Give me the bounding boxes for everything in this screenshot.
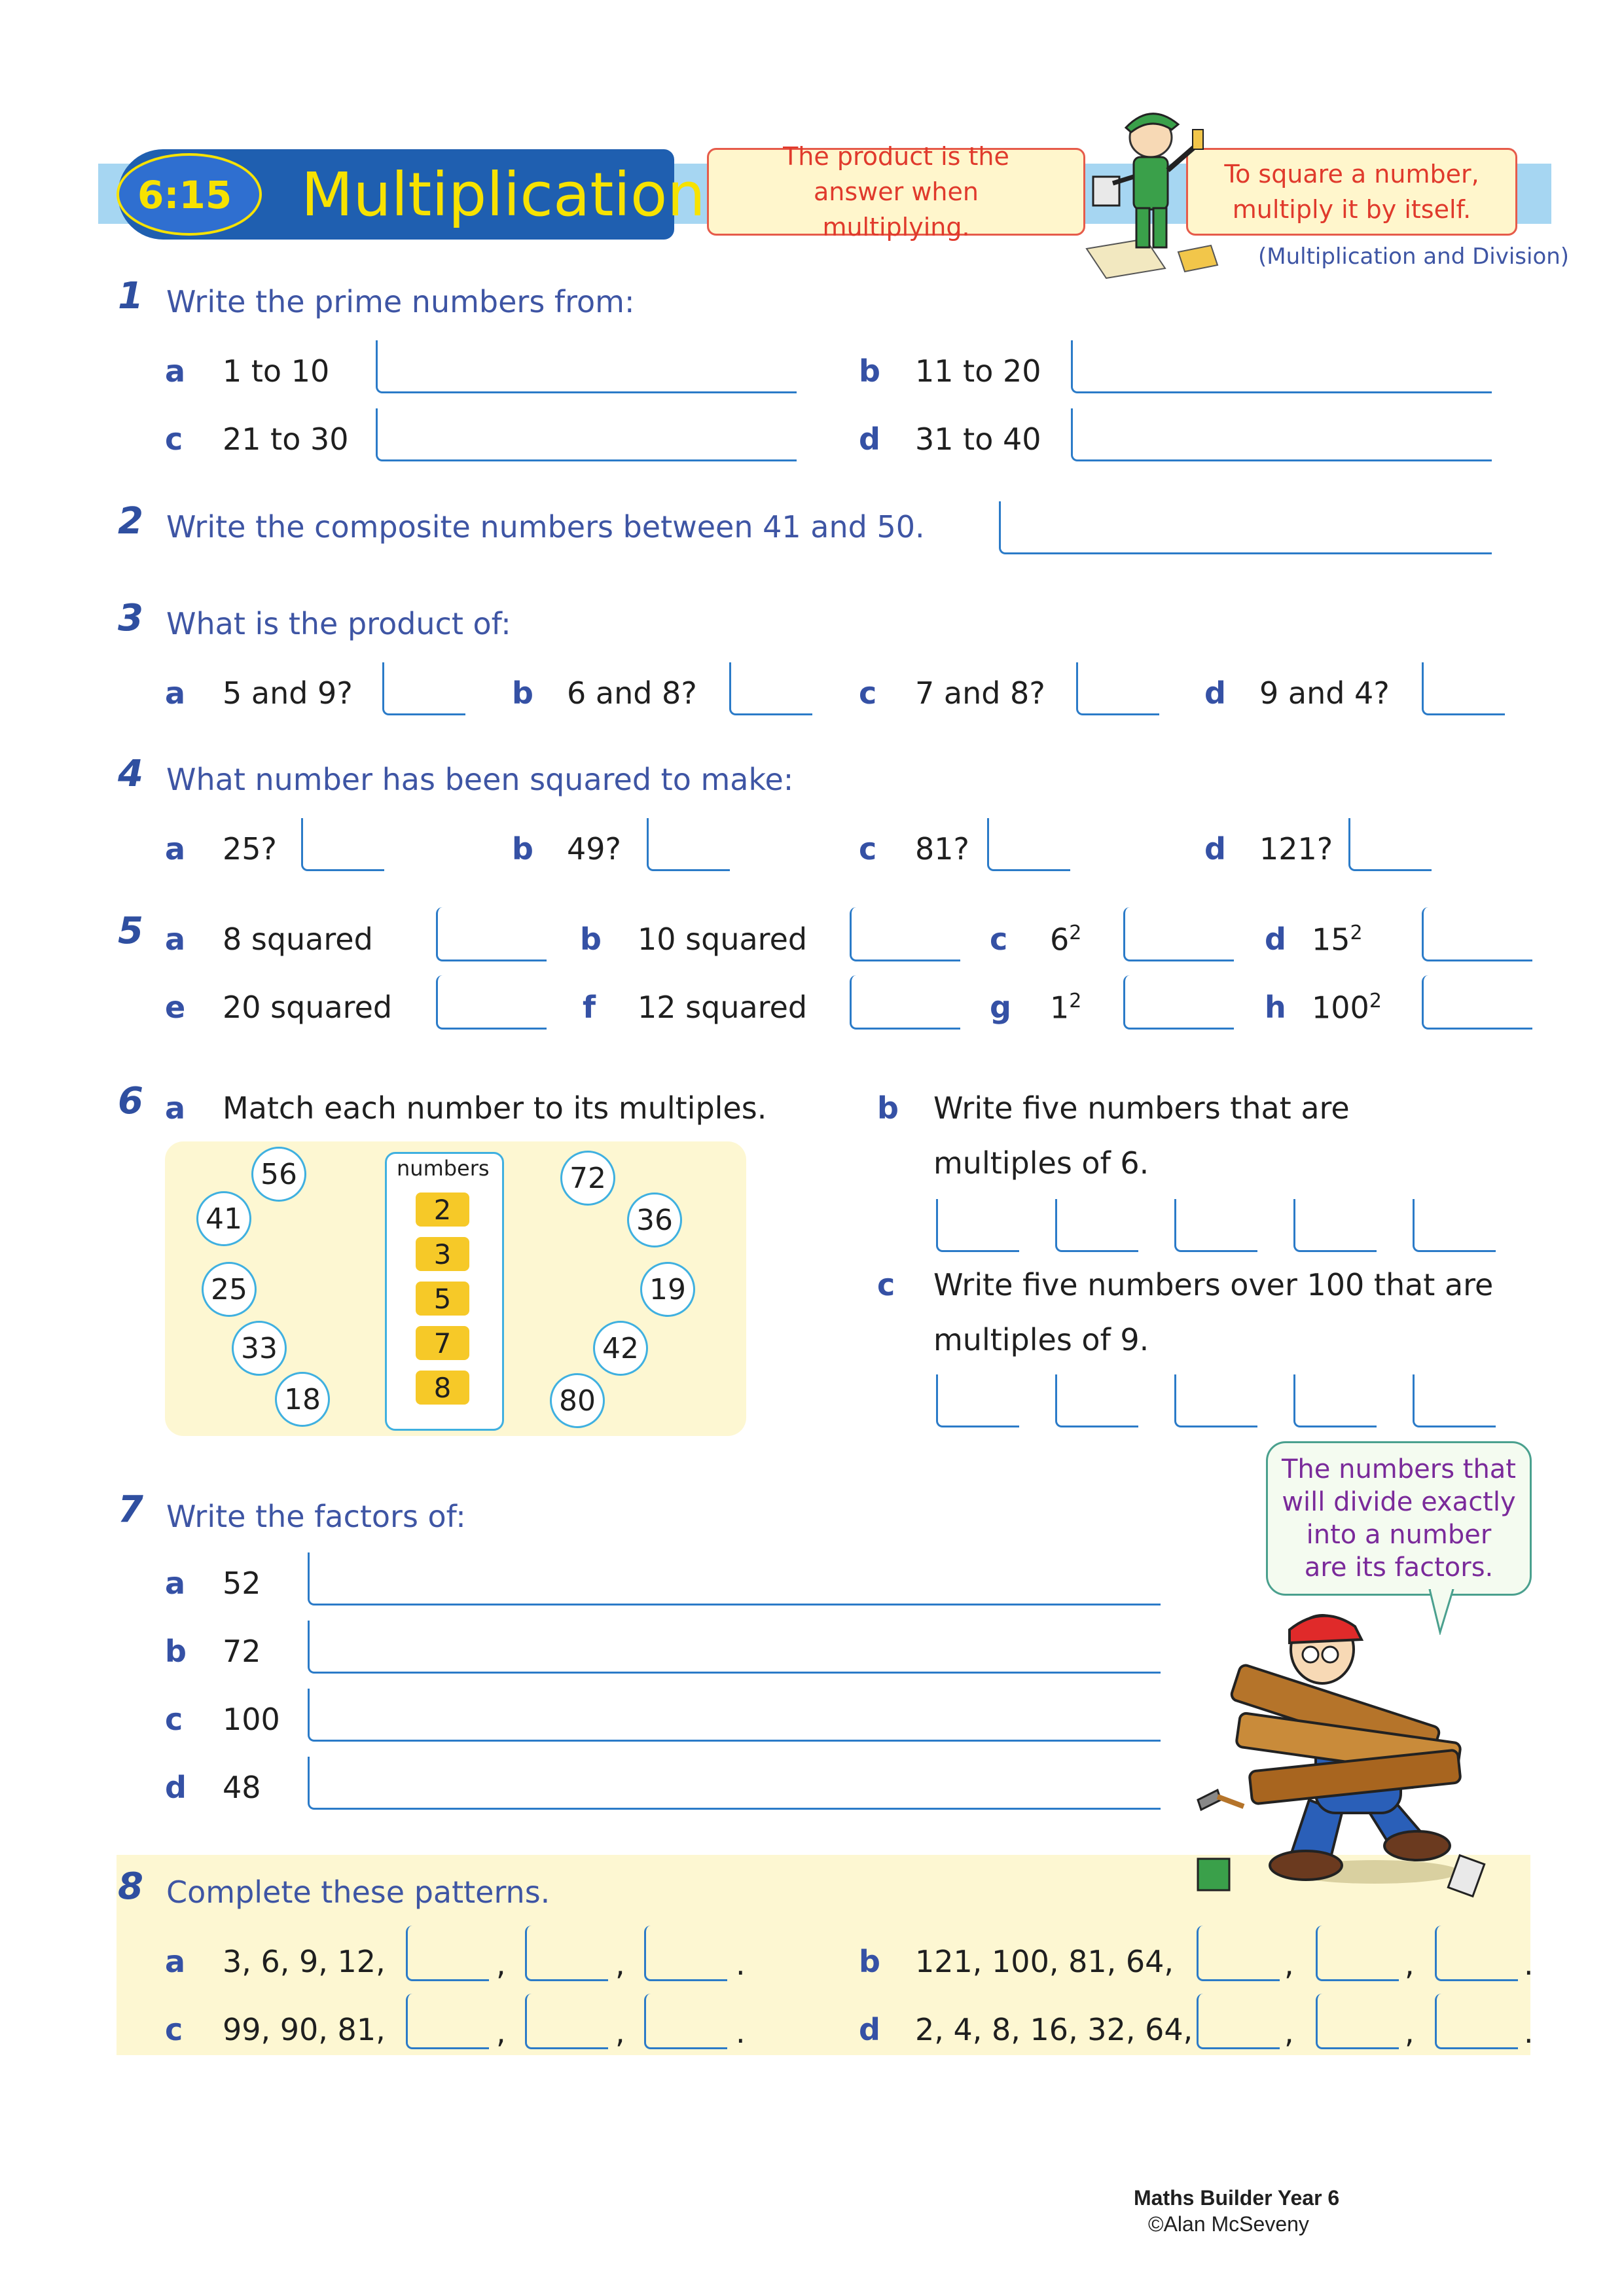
q4d-text: 121? bbox=[1259, 831, 1333, 867]
q3c-label: c bbox=[859, 675, 877, 711]
q4d-label: d bbox=[1204, 831, 1226, 867]
q5b-label: b bbox=[580, 922, 602, 957]
q8d-sep-1: , bbox=[1284, 2015, 1294, 2050]
q4d-answer-box[interactable] bbox=[1348, 818, 1432, 871]
q5c-base-value: 6 bbox=[1050, 922, 1070, 958]
q6b-label: b bbox=[877, 1090, 899, 1126]
q1c-label: c bbox=[165, 422, 183, 457]
q1a-text: 1 to 10 bbox=[223, 353, 330, 389]
q6c-box-2[interactable] bbox=[1055, 1374, 1138, 1427]
q8d-end: . bbox=[1524, 2015, 1534, 2050]
q1c-text: 21 to 30 bbox=[223, 422, 349, 457]
note-square-text: To square a number, multiply it by itself. bbox=[1224, 160, 1479, 224]
q8a-end: . bbox=[736, 1946, 746, 1982]
footer-copyright: ©Alan McSeveny bbox=[1148, 2212, 1309, 2236]
q5d-base-value: 15 bbox=[1312, 922, 1350, 958]
q1-number: 1 bbox=[118, 275, 143, 317]
q6b-box-5[interactable] bbox=[1413, 1199, 1496, 1252]
q8b-label: b bbox=[859, 1944, 880, 1979]
q7-prompt: Write the factors of: bbox=[166, 1499, 466, 1534]
q5e-text: 20 squared bbox=[223, 990, 393, 1025]
q8d-sep-2: , bbox=[1405, 2015, 1415, 2050]
q5c-exponent: 2 bbox=[1069, 922, 1082, 944]
circle-25[interactable]: 25 bbox=[202, 1262, 257, 1317]
q5d-base bbox=[1312, 922, 1363, 957]
note-product bbox=[707, 142, 1085, 242]
q8b-box-1[interactable] bbox=[1197, 1926, 1280, 1981]
q7c-label: c bbox=[165, 1702, 183, 1737]
q8d-box-2[interactable] bbox=[1316, 1994, 1399, 2049]
q8-prompt: Complete these patterns. bbox=[166, 1874, 550, 1910]
q3c-answer-box[interactable] bbox=[1076, 662, 1159, 715]
q5h-exponent: 2 bbox=[1369, 990, 1382, 1013]
number-8: 8 bbox=[416, 1371, 469, 1405]
q8a-label: a bbox=[165, 1944, 186, 1979]
q8a-box-2[interactable] bbox=[525, 1926, 608, 1981]
q8-number: 8 bbox=[118, 1865, 143, 1908]
q3d-label: d bbox=[1204, 675, 1226, 711]
q7a-label: a bbox=[165, 1566, 186, 1601]
q5a-answer-box[interactable] bbox=[436, 907, 547, 961]
circle-33[interactable]: 33 bbox=[232, 1321, 287, 1376]
q3a-text: 5 and 9? bbox=[223, 675, 353, 711]
carpenter-illustration bbox=[1159, 1604, 1538, 1905]
q1c-answer-box[interactable] bbox=[376, 408, 797, 461]
factors-speech-bubble bbox=[1266, 1441, 1532, 1596]
q7a-text: 52 bbox=[223, 1566, 261, 1601]
q8a-text: 3, 6, 9, 12, bbox=[223, 1944, 386, 1979]
q8b-sep-1: , bbox=[1284, 1946, 1294, 1982]
q6c-line1: Write five numbers over 100 that are bbox=[933, 1267, 1494, 1302]
q8c-sep-2: , bbox=[615, 2015, 625, 2050]
q7d-answer-box[interactable] bbox=[308, 1757, 1161, 1810]
q5c-label: c bbox=[990, 922, 1008, 957]
q6b-box-2[interactable] bbox=[1055, 1199, 1138, 1252]
q5e-label: e bbox=[165, 990, 186, 1025]
q5f-text: 12 squared bbox=[638, 990, 808, 1025]
q7a-answer-box[interactable] bbox=[308, 1552, 1161, 1605]
q7b-text: 72 bbox=[223, 1634, 261, 1669]
numbers-header: numbers bbox=[397, 1156, 490, 1181]
q8c-label: c bbox=[165, 2012, 183, 2047]
q6c-box-4[interactable] bbox=[1293, 1374, 1377, 1427]
q6b-line2: multiples of 6. bbox=[933, 1145, 1149, 1181]
q5h-answer-box[interactable] bbox=[1422, 975, 1532, 1030]
q5g-label: g bbox=[990, 990, 1011, 1025]
q5b-answer-box[interactable] bbox=[850, 907, 960, 961]
q4c-text: 81? bbox=[915, 831, 969, 867]
q6c-label: c bbox=[877, 1267, 895, 1302]
q2-answer-box[interactable] bbox=[999, 501, 1492, 554]
circle-19[interactable]: 19 bbox=[640, 1262, 695, 1317]
page-subtitle: (Multiplication and Division) bbox=[1258, 243, 1570, 270]
q5g-answer-box[interactable] bbox=[1123, 975, 1234, 1030]
q3d-answer-box[interactable] bbox=[1422, 662, 1505, 715]
q4-number: 4 bbox=[118, 753, 143, 795]
q1b-text: 11 to 20 bbox=[915, 353, 1041, 389]
q8d-label: d bbox=[859, 2012, 880, 2047]
q6b-box-3[interactable] bbox=[1174, 1199, 1257, 1252]
note-product-text: The product is the answer when multiplying. bbox=[783, 142, 1009, 242]
title-block bbox=[118, 149, 706, 240]
q4b-label: b bbox=[512, 831, 533, 867]
q5c-base bbox=[1050, 922, 1081, 957]
q8a-box-3[interactable] bbox=[644, 1926, 727, 1981]
q7c-answer-box[interactable] bbox=[308, 1689, 1161, 1742]
q1b-label: b bbox=[859, 353, 880, 389]
q5b-text: 10 squared bbox=[638, 922, 808, 957]
q4c-answer-box[interactable] bbox=[987, 818, 1070, 871]
q3d-text: 9 and 4? bbox=[1259, 675, 1390, 711]
q1d-answer-box[interactable] bbox=[1071, 408, 1492, 461]
q5g-exponent: 2 bbox=[1069, 990, 1082, 1013]
number-2: 2 bbox=[416, 1193, 469, 1227]
circle-72[interactable]: 72 bbox=[560, 1151, 615, 1206]
number-5: 5 bbox=[416, 1282, 469, 1316]
q1a-label: a bbox=[165, 353, 186, 389]
q7b-label: b bbox=[165, 1634, 187, 1669]
q4c-label: c bbox=[859, 831, 877, 867]
q8b-box-3[interactable] bbox=[1435, 1926, 1518, 1981]
q3b-answer-box[interactable] bbox=[729, 662, 812, 715]
q8b-box-2[interactable] bbox=[1316, 1926, 1399, 1981]
q1-prompt: Write the prime numbers from: bbox=[166, 284, 635, 319]
q5e-answer-box[interactable] bbox=[436, 975, 547, 1030]
factors-speech-text: The numbers that will divide exactly into a number are its factors. bbox=[1281, 1454, 1516, 1583]
q3-prompt: What is the product of: bbox=[166, 606, 511, 641]
q1d-text: 31 to 40 bbox=[915, 422, 1041, 457]
circle-41[interactable]: 41 bbox=[196, 1191, 251, 1246]
q8a-sep-1: , bbox=[496, 1946, 506, 1982]
q5h-base bbox=[1312, 990, 1382, 1025]
q5c-answer-box[interactable] bbox=[1123, 907, 1234, 961]
q7d-label: d bbox=[165, 1770, 187, 1805]
q6c-box-1[interactable] bbox=[936, 1374, 1019, 1427]
q5f-label: f bbox=[583, 990, 596, 1025]
q6a-text: Match each number to its multiples. bbox=[223, 1090, 767, 1126]
q6c-box-5[interactable] bbox=[1413, 1374, 1496, 1427]
q7c-text: 100 bbox=[223, 1702, 280, 1737]
q1b-answer-box[interactable] bbox=[1071, 340, 1492, 393]
q8b-end: . bbox=[1524, 1946, 1534, 1982]
q6b-line1: Write five numbers that are bbox=[933, 1090, 1350, 1126]
circle-36[interactable]: 36 bbox=[627, 1193, 682, 1247]
q5d-label: d bbox=[1265, 922, 1286, 957]
q6b-box-1[interactable] bbox=[936, 1199, 1019, 1252]
q5g-base bbox=[1050, 990, 1081, 1025]
q8a-box-1[interactable] bbox=[406, 1926, 489, 1981]
q5a-text: 8 squared bbox=[223, 922, 373, 957]
q4-prompt: What number has been squared to make: bbox=[166, 762, 794, 797]
q5d-answer-box[interactable] bbox=[1422, 907, 1532, 961]
q6c-line2: multiples of 9. bbox=[933, 1322, 1149, 1357]
q6c-box-3[interactable] bbox=[1174, 1374, 1257, 1427]
page-title: Multiplication bbox=[301, 160, 706, 230]
note-square bbox=[1186, 148, 1517, 236]
q5a-label: a bbox=[165, 922, 186, 957]
q8c-box-1[interactable] bbox=[406, 1994, 489, 2049]
q1a-answer-box[interactable] bbox=[376, 340, 797, 393]
q8d-box-1[interactable] bbox=[1197, 1994, 1280, 2049]
q3a-answer-box[interactable] bbox=[382, 662, 465, 715]
q8b-text: 121, 100, 81, 64, bbox=[915, 1944, 1174, 1979]
q3c-text: 7 and 8? bbox=[915, 675, 1045, 711]
q8d-text: 2, 4, 8, 16, 32, 64, bbox=[915, 2012, 1193, 2047]
q8b-sep-2: , bbox=[1405, 1946, 1415, 1982]
footer-book: Maths Builder Year 6 bbox=[1134, 2186, 1340, 2210]
circle-56[interactable]: 56 bbox=[251, 1147, 306, 1202]
q8c-sep-1: , bbox=[496, 2015, 506, 2050]
q6a-label: a bbox=[165, 1090, 186, 1126]
q7-number: 7 bbox=[118, 1488, 143, 1531]
q5f-answer-box[interactable] bbox=[850, 975, 960, 1030]
q3-number: 3 bbox=[118, 597, 143, 639]
q8a-sep-2: , bbox=[615, 1946, 625, 1982]
number-3: 3 bbox=[416, 1237, 469, 1271]
q7b-answer-box[interactable] bbox=[308, 1621, 1161, 1674]
q8c-text: 99, 90, 81, bbox=[223, 2012, 386, 2047]
q4a-label: a bbox=[165, 831, 186, 867]
q8c-box-2[interactable] bbox=[525, 1994, 608, 2049]
q1d-label: d bbox=[859, 422, 880, 457]
q8c-box-3[interactable] bbox=[644, 1994, 727, 2049]
q8d-box-3[interactable] bbox=[1435, 1994, 1518, 2049]
q4b-text: 49? bbox=[567, 831, 621, 867]
number-7: 7 bbox=[416, 1326, 469, 1360]
painter-illustration bbox=[1074, 98, 1224, 288]
q4a-answer-box[interactable] bbox=[301, 818, 384, 871]
q3b-text: 6 and 8? bbox=[567, 675, 697, 711]
q8c-end: . bbox=[736, 2015, 746, 2050]
q5h-base-value: 100 bbox=[1312, 990, 1369, 1026]
q4a-text: 25? bbox=[223, 831, 277, 867]
q2-prompt: Write the composite numbers between 41 and 50. bbox=[166, 509, 925, 545]
q2-number: 2 bbox=[118, 500, 143, 543]
q3a-label: a bbox=[165, 675, 186, 711]
q7d-text: 48 bbox=[223, 1770, 261, 1805]
circle-18[interactable]: 18 bbox=[275, 1372, 330, 1427]
q5g-base-value: 1 bbox=[1050, 990, 1070, 1026]
q5h-label: h bbox=[1265, 990, 1286, 1025]
circle-80[interactable]: 80 bbox=[550, 1373, 605, 1428]
q3b-label: b bbox=[512, 675, 533, 711]
q6b-box-4[interactable] bbox=[1293, 1199, 1377, 1252]
q5-number: 5 bbox=[118, 910, 143, 952]
q6-number: 6 bbox=[118, 1080, 143, 1122]
q4b-answer-box[interactable] bbox=[647, 818, 730, 871]
lesson-number: 6:15 bbox=[137, 173, 232, 217]
q5d-exponent: 2 bbox=[1350, 922, 1363, 944]
circle-42[interactable]: 42 bbox=[593, 1321, 648, 1376]
